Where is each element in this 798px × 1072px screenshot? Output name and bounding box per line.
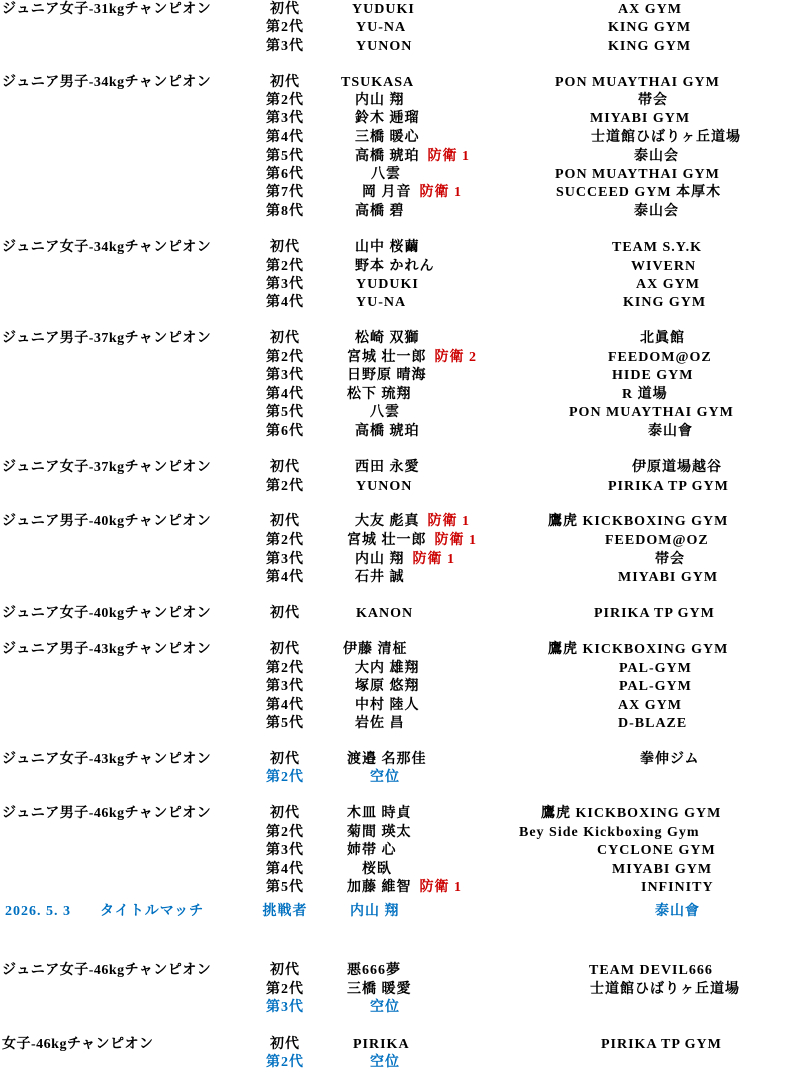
champion-name: 鈴木 逓瑠: [355, 111, 420, 126]
generation-label: 第2代: [266, 533, 304, 548]
generation-label: 第5代: [266, 149, 304, 164]
gym-name: 帯会: [655, 552, 685, 567]
generation-label: 第2代: [266, 770, 304, 785]
champion-row: [0, 606, 798, 622]
title-match-row: [0, 904, 798, 920]
champion-row: [0, 642, 798, 658]
generation-label: 第5代: [266, 405, 304, 420]
generation-label: 第3代: [266, 552, 304, 567]
gym-name: MIYABI GYM: [590, 111, 691, 126]
division-title: 女子-46kgチャンピオン: [2, 1037, 154, 1052]
generation-label: 第2代: [266, 259, 304, 274]
gym-name: PIRIKA TP GYM: [601, 1037, 722, 1052]
champion-row: [0, 716, 798, 732]
gym-name: 士道館ひばりヶ丘道場: [590, 982, 740, 997]
champion-name-group: [347, 533, 477, 549]
champion-name-group: [347, 806, 412, 822]
champion-row: [0, 259, 798, 275]
champion-row: [0, 277, 798, 293]
champion-row: [0, 424, 798, 440]
gym-name: TEAM DEVIL666: [589, 963, 713, 978]
champion-row: [0, 75, 798, 91]
champion-name-group: [352, 2, 415, 18]
champion-row: [0, 661, 798, 677]
champion-row: [0, 806, 798, 822]
champion-row: [0, 533, 798, 549]
gym-name: CYCLONE GYM: [597, 843, 716, 858]
challenger-gym: 泰山會: [655, 904, 700, 919]
champion-row: [0, 331, 798, 347]
champion-name: YU-NA: [356, 20, 407, 35]
champion-row: [0, 862, 798, 878]
gym-name: 泰山会: [634, 149, 679, 164]
champion-name: 加藤 維智: [347, 880, 412, 895]
gym-name: PAL-GYM: [619, 661, 692, 676]
champion-name-group: [355, 111, 420, 127]
gym-name: 帯会: [638, 93, 668, 108]
generation-label: 第3代: [266, 368, 304, 383]
champion-row: [0, 825, 798, 841]
champion-name: 三橋 暖心: [355, 130, 420, 145]
champion-row: [0, 20, 798, 36]
champion-name-group: [355, 716, 405, 732]
division-title: ジュニア女子-40kgチャンピオン: [2, 606, 212, 621]
champion-name-group: [343, 642, 408, 658]
generation-label: 初代: [270, 963, 300, 978]
champion-name: 大内 雄翔: [355, 661, 420, 676]
gym-name: FEEDOM@OZ: [605, 533, 709, 548]
champion-name: 木皿 時貞: [347, 806, 412, 821]
generation-label: 第3代: [266, 843, 304, 858]
champion-row: [0, 479, 798, 495]
title-match-date: 2026. 5. 3: [5, 904, 71, 919]
generation-label: 初代: [270, 514, 300, 529]
generation-label: 第2代: [266, 661, 304, 676]
gym-name: 鷹虎 KICKBOXING GYM: [548, 514, 729, 529]
champion-name: 内山 翔: [355, 93, 405, 108]
champion-name-group: [370, 770, 400, 786]
gym-name: AX GYM: [618, 2, 682, 17]
champion-row: [0, 368, 798, 384]
champion-row: [0, 552, 798, 568]
champion-name-group: [355, 240, 420, 256]
champion-name-group: [347, 368, 427, 384]
division-title: ジュニア男子-37kgチャンピオン: [2, 331, 212, 346]
defense-count: 防衛 1: [427, 514, 470, 529]
champion-name: 宮城 壮一郎: [347, 533, 427, 548]
generation-label: 第8代: [266, 204, 304, 219]
champion-row: [0, 405, 798, 421]
champion-name: 西田 永愛: [355, 460, 420, 475]
defense-count: 防衛 2: [434, 350, 477, 365]
division-title: ジュニア男子-43kgチャンピオン: [2, 642, 212, 657]
gym-name: INFINITY: [641, 880, 714, 895]
champion-row: [0, 570, 798, 586]
champion-name: 空位: [370, 1055, 400, 1070]
gym-name: KING GYM: [608, 39, 692, 54]
generation-label: 第3代: [266, 1000, 304, 1015]
generation-label: 初代: [270, 606, 300, 621]
generation-label: 初代: [270, 460, 300, 475]
champion-name-group: [355, 149, 470, 165]
champion-row: [0, 204, 798, 220]
gym-name: 泰山會: [648, 424, 693, 439]
champion-name: 野本 かれん: [355, 259, 435, 274]
gym-name: HIDE GYM: [612, 368, 694, 383]
generation-label: 初代: [270, 1037, 300, 1052]
generation-label: 初代: [270, 75, 300, 90]
champion-name: 桜臥: [362, 862, 392, 877]
generation-label: 第3代: [266, 39, 304, 54]
generation-label: 初代: [270, 2, 300, 17]
champion-name-group: [355, 570, 405, 586]
champion-name-group: [355, 552, 455, 568]
champion-name: 松崎 双獅: [355, 331, 420, 346]
champion-name-group: [355, 460, 420, 476]
champion-row: [0, 963, 798, 979]
champion-row: [0, 167, 798, 183]
champion-name: 八雲: [370, 405, 400, 420]
generation-label: 第7代: [266, 185, 304, 200]
division-title: ジュニア男子-46kgチャンピオン: [2, 806, 212, 821]
champion-row: [0, 698, 798, 714]
champion-name-group: [355, 698, 420, 714]
champion-name-group: [362, 185, 462, 201]
champion-row: [0, 1037, 798, 1053]
champion-name-group: [347, 880, 462, 896]
gym-name: FEEDOM@OZ: [608, 350, 712, 365]
champion-name-group: [347, 387, 412, 403]
generation-label: 初代: [270, 642, 300, 657]
defense-count: 防衛 1: [427, 149, 470, 164]
champion-name: 塚原 悠翔: [355, 679, 420, 694]
generation-label: 第2代: [266, 825, 304, 840]
gym-name: PIRIKA TP GYM: [608, 479, 729, 494]
gym-name: 士道館ひばりヶ丘道場: [591, 130, 741, 145]
division-title: ジュニア女子-37kgチャンピオン: [2, 460, 212, 475]
champion-row: [0, 240, 798, 256]
generation-label: 第2代: [266, 1055, 304, 1070]
champion-row: [0, 843, 798, 859]
defense-count: 防衛 1: [412, 552, 455, 567]
title-match-label: タイトルマッチ: [100, 904, 205, 919]
champion-name-group: [356, 39, 412, 55]
champion-name: 岡 月音: [362, 185, 412, 200]
gym-name: KING GYM: [623, 295, 707, 310]
generation-label: 第2代: [266, 20, 304, 35]
champion-name-group: [355, 259, 435, 275]
champion-name-group: [355, 204, 405, 220]
champion-name: 伊藤 清柾: [343, 642, 408, 657]
generation-label: 初代: [270, 240, 300, 255]
generation-label: 第4代: [266, 570, 304, 585]
champion-name-group: [355, 130, 420, 146]
generation-label: 第4代: [266, 295, 304, 310]
champion-name: 山中 桜繭: [355, 240, 420, 255]
champion-name: 日野原 晴海: [347, 368, 427, 383]
champion-row: [0, 39, 798, 55]
gym-name: AX GYM: [636, 277, 700, 292]
champion-row: [0, 1055, 798, 1071]
champion-name-group: [370, 1055, 400, 1071]
champion-row: [0, 679, 798, 695]
gym-name: PON MUAYTHAI GYM: [569, 405, 734, 420]
generation-label: 第4代: [266, 387, 304, 402]
division-title: ジュニア女子-34kgチャンピオン: [2, 240, 212, 255]
champion-name-group: [356, 479, 412, 495]
champion-name: PIRIKA: [353, 1037, 410, 1052]
champion-name: 三橋 暖愛: [347, 982, 412, 997]
champion-row: [0, 1000, 798, 1016]
gym-name: Bey Side Kickboxing Gym: [519, 825, 700, 840]
champion-name: YUDUKI: [352, 2, 415, 17]
generation-label: 第2代: [266, 479, 304, 494]
champion-row: [0, 387, 798, 403]
champion-name: 内山 翔: [355, 552, 405, 567]
champion-name-group: [370, 405, 400, 421]
champion-name-group: [355, 93, 405, 109]
champion-name-group: [362, 862, 392, 878]
challenger-name: 内山 翔: [350, 904, 400, 919]
champion-name: YU-NA: [356, 295, 407, 310]
champion-name-group: [341, 75, 414, 91]
champion-name: 松下 琉翔: [347, 387, 412, 402]
gym-name: PON MUAYTHAI GYM: [555, 75, 720, 90]
champion-name-group: [356, 295, 406, 311]
champion-row: [0, 752, 798, 768]
champion-name: 空位: [370, 1000, 400, 1015]
champion-name-group: [355, 514, 470, 530]
champion-name: 菊間 瑛太: [347, 825, 412, 840]
gym-name: AX GYM: [618, 698, 682, 713]
champion-row: [0, 770, 798, 786]
gym-name: PIRIKA TP GYM: [594, 606, 715, 621]
champion-name: 八雲: [371, 167, 401, 182]
gym-name: PON MUAYTHAI GYM: [555, 167, 720, 182]
champion-name-group: [356, 606, 413, 622]
champion-name: 中村 陸人: [355, 698, 420, 713]
defense-count: 防衛 1: [419, 185, 462, 200]
champion-name-group: [355, 661, 420, 677]
champion-name-group: [370, 1000, 400, 1016]
champion-name: TSUKASA: [341, 75, 415, 90]
division-title: ジュニア女子-31kgチャンピオン: [2, 2, 212, 17]
generation-label: 第3代: [266, 679, 304, 694]
defense-count: 防衛 1: [419, 880, 462, 895]
champion-row: [0, 130, 798, 146]
champion-row: [0, 982, 798, 998]
champion-name-group: [356, 277, 419, 293]
gym-name: R 道場: [622, 387, 668, 402]
generation-label: 第4代: [266, 698, 304, 713]
gym-name: D-BLAZE: [618, 716, 688, 731]
challenger-label: 挑戦者: [262, 904, 308, 919]
generation-label: 第2代: [266, 350, 304, 365]
champion-name: 高橋 碧: [355, 204, 405, 219]
gym-name: 北眞館: [640, 331, 685, 346]
champion-name-group: [355, 424, 420, 440]
champion-name: KANON: [356, 606, 414, 621]
champion-name-group: [347, 843, 397, 859]
generation-label: 初代: [270, 752, 300, 767]
champion-name: YUDUKI: [356, 277, 419, 292]
champion-row: [0, 149, 798, 165]
champion-row: [0, 111, 798, 127]
champion-name: 姉帯 心: [347, 843, 397, 858]
generation-label: 第5代: [266, 716, 304, 731]
division-title: ジュニア女子-43kgチャンピオン: [2, 752, 212, 767]
generation-label: 第4代: [266, 862, 304, 877]
champion-row: [0, 350, 798, 366]
gym-name: TEAM S.Y.K: [612, 240, 703, 255]
gym-name: KING GYM: [608, 20, 692, 35]
champion-name: 石井 誠: [355, 570, 405, 585]
champion-row: [0, 880, 798, 896]
generation-label: 第3代: [266, 277, 304, 292]
champion-name-group: [347, 963, 401, 979]
division-title: ジュニア男子-40kgチャンピオン: [2, 514, 212, 529]
generation-label: 第4代: [266, 130, 304, 145]
champion-name: 宮城 壮一郎: [347, 350, 427, 365]
gym-name: WIVERN: [631, 259, 697, 274]
gym-name: PAL-GYM: [619, 679, 692, 694]
champion-row: [0, 460, 798, 476]
champion-row: [0, 2, 798, 18]
champion-name-group: [356, 20, 406, 36]
gym-name: 泰山会: [634, 204, 679, 219]
champion-name: 高橋 琥珀: [355, 424, 420, 439]
gym-name: MIYABI GYM: [618, 570, 719, 585]
champion-name-group: [371, 167, 401, 183]
champion-row: [0, 514, 798, 530]
generation-label: 第6代: [266, 167, 304, 182]
division-title: ジュニア女子-46kgチャンピオン: [2, 963, 212, 978]
champion-name-group: [355, 679, 420, 695]
champion-row: [0, 185, 798, 201]
gym-name: 鷹虎 KICKBOXING GYM: [541, 806, 722, 821]
champion-name: 大友 彪真: [355, 514, 420, 529]
generation-label: 初代: [270, 806, 300, 821]
gym-name: 伊原道場越谷: [632, 460, 722, 475]
champion-name: 岩佐 昌: [355, 716, 405, 731]
champion-row: [0, 295, 798, 311]
generation-label: 第2代: [266, 982, 304, 997]
champion-name: 高橋 琥珀: [355, 149, 420, 164]
champion-name-group: [353, 1037, 410, 1053]
generation-label: 第3代: [266, 111, 304, 126]
generation-label: 初代: [270, 331, 300, 346]
champion-name: 空位: [370, 770, 400, 785]
generation-label: 第2代: [266, 93, 304, 108]
champion-name-group: [347, 982, 412, 998]
champion-name-group: [347, 752, 427, 768]
champion-name: 渡邉 名那佳: [347, 752, 427, 767]
gym-name: 拳伸ジム: [640, 752, 700, 767]
division-title: ジュニア男子-34kgチャンピオン: [2, 75, 212, 90]
champion-name: 悪666夢: [347, 963, 401, 978]
generation-label: 第6代: [266, 424, 304, 439]
champion-row: [0, 93, 798, 109]
champion-name-group: [347, 825, 412, 841]
champion-name: YUNON: [356, 479, 413, 494]
generation-label: 第5代: [266, 880, 304, 895]
defense-count: 防衛 1: [434, 533, 477, 548]
gym-name: 鷹虎 KICKBOXING GYM: [548, 642, 729, 657]
gym-name: SUCCEED GYM 本厚木: [556, 185, 722, 200]
champion-name-group: [355, 331, 420, 347]
gym-name: MIYABI GYM: [612, 862, 713, 877]
champion-name-group: [347, 350, 477, 366]
champion-name: YUNON: [356, 39, 413, 54]
